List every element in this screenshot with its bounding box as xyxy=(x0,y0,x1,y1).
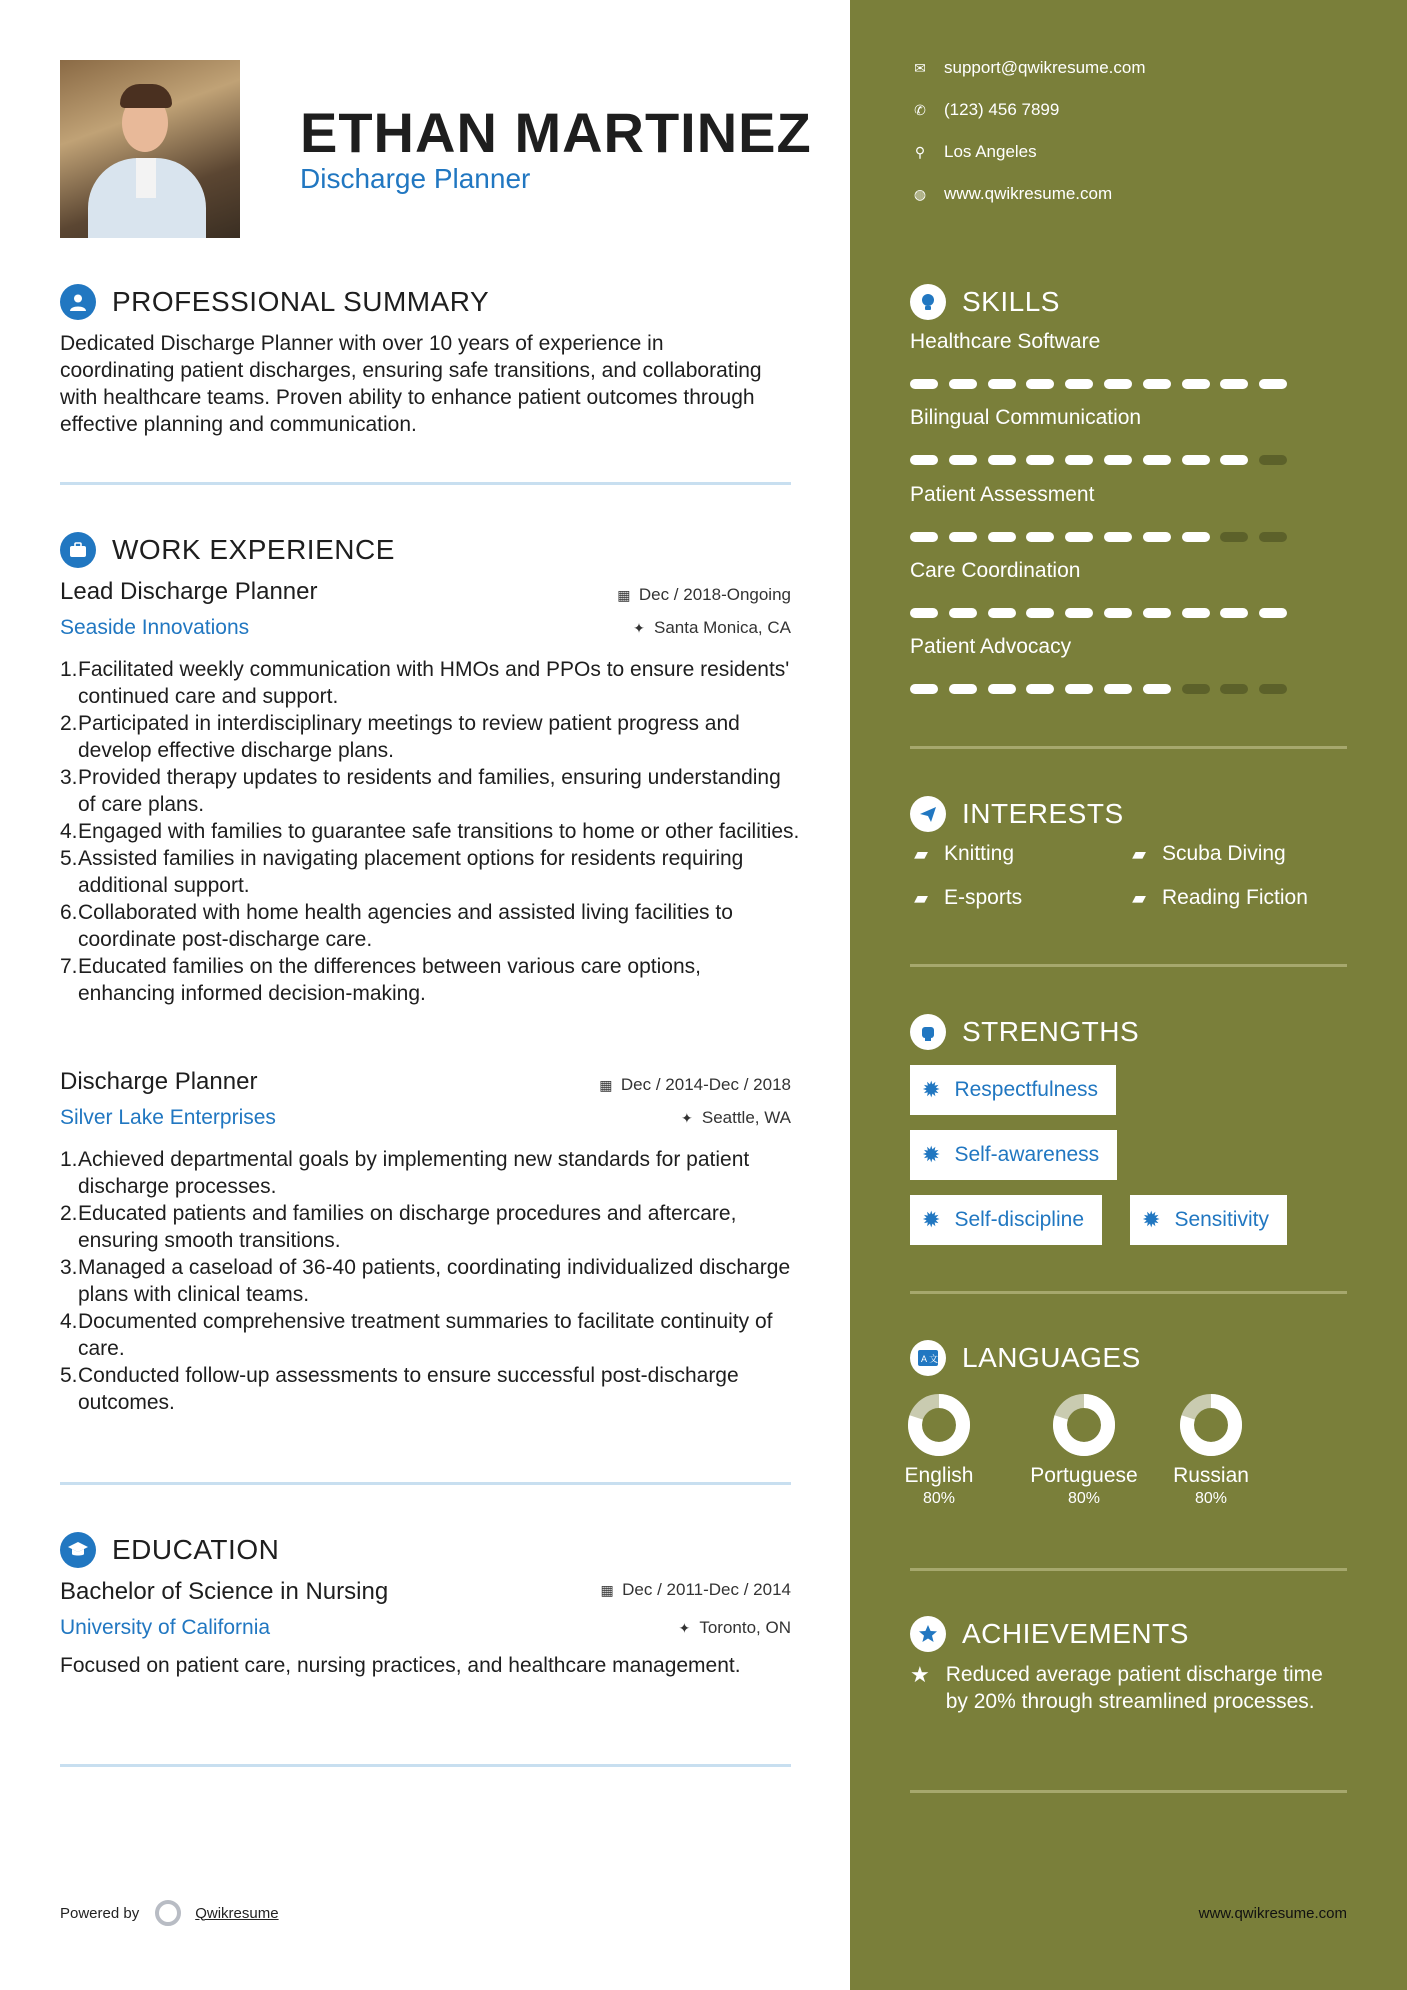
language-proficiency-ring xyxy=(1178,1392,1244,1458)
powered-by xyxy=(60,1900,279,1926)
skill-name: Bilingual Communication xyxy=(910,406,1142,429)
achievements-heading xyxy=(910,1614,1189,1654)
skill-level-segment xyxy=(1220,684,1248,694)
skills-heading xyxy=(910,282,1060,322)
strength-label: Respectfulness xyxy=(954,1078,1099,1101)
skill-level-bar xyxy=(910,608,1290,618)
list-number: 1. xyxy=(60,1148,78,1171)
skill-level-segment xyxy=(910,608,938,618)
language-item xyxy=(1019,1392,1149,1508)
calendar-icon: ▦ xyxy=(599,1077,613,1093)
strength-label: Self-discipline xyxy=(954,1208,1084,1231)
pin-icon: ✦ xyxy=(678,1620,691,1636)
skill-level-segment xyxy=(988,532,1016,542)
skill-level-bar xyxy=(910,684,1290,694)
skill-level-segment xyxy=(1026,455,1054,465)
language-percent: 80% xyxy=(922,1490,956,1507)
list-text: Collaborated with home health agencies and assisted living facilities to coordinate post-discharge care. xyxy=(78,901,733,951)
skill-level-segment xyxy=(1065,684,1093,694)
list-item xyxy=(60,899,800,953)
fist-icon xyxy=(910,1014,946,1050)
star-bullet-icon: ★ xyxy=(910,1662,930,1687)
sidebar xyxy=(850,0,1407,1990)
strength-label: Self-awareness xyxy=(954,1143,1100,1166)
job-company: Seaside Innovations xyxy=(60,616,250,639)
globe-icon: ◍ xyxy=(913,185,927,202)
contact-email-text: support@qwikresume.com xyxy=(944,58,1146,77)
list-item xyxy=(60,845,800,899)
skill-level-segment xyxy=(1259,455,1287,465)
book-icon: ▰ xyxy=(1132,887,1146,908)
interest-item xyxy=(1128,886,1308,910)
contact-website-text: www.qwikresume.com xyxy=(944,184,1113,203)
list-item xyxy=(60,1200,800,1254)
envelope-icon: ✉ xyxy=(914,59,926,76)
skill-level-segment xyxy=(910,684,938,694)
svg-text:文: 文 xyxy=(929,1354,938,1364)
strength-badge xyxy=(910,1130,1117,1180)
strengths-heading xyxy=(910,1012,1139,1052)
skill-level-segment xyxy=(1259,608,1287,618)
pin-icon: ✦ xyxy=(633,620,645,636)
skill-level-segment xyxy=(1182,608,1210,618)
job-bullets xyxy=(60,656,800,1007)
list-text: Managed a caseload of 36-40 patients, coordinating individualized discharge plans with clinical teams. xyxy=(78,1256,791,1306)
language-name: Russian xyxy=(1173,1464,1249,1487)
contact-email[interactable] xyxy=(910,58,1146,78)
contact-phone-text: (123) 456 7899 xyxy=(944,100,1060,119)
skill-level-segment xyxy=(988,684,1016,694)
list-text: Conducted follow-up assessments to ensure successful post-discharge outcomes. xyxy=(78,1364,739,1414)
calendar-icon: ▦ xyxy=(600,1582,614,1598)
list-text: Educated families on the differences between various care options, enhancing informed decision-making. xyxy=(78,955,701,1005)
section-divider xyxy=(60,482,791,485)
achievement-text: Reduced average patient discharge time by 20% through streamlined processes. xyxy=(945,1663,1323,1713)
pin-icon: ✦ xyxy=(680,1110,693,1126)
interest-item xyxy=(910,886,1022,910)
badge-icon: ✹ xyxy=(1142,1207,1161,1232)
list-number: 3. xyxy=(60,766,78,789)
education-description: Focused on patient care, nursing practices, and healthcare management. xyxy=(60,1654,741,1677)
skill-level-segment xyxy=(988,379,1016,389)
briefcase-icon xyxy=(60,532,96,568)
list-number: 6. xyxy=(60,901,78,924)
job-dates xyxy=(615,585,791,605)
education-location-text: Toronto, ON xyxy=(699,1618,791,1637)
sidebar-divider xyxy=(910,746,1347,749)
qwikresume-logo-icon xyxy=(155,1900,181,1926)
list-item xyxy=(60,953,800,1007)
skill-level-segment xyxy=(1143,379,1171,389)
summary-title: PROFESSIONAL SUMMARY xyxy=(112,286,490,317)
skill-level-segment xyxy=(949,532,977,542)
sidebar-divider xyxy=(910,1790,1347,1793)
skill-level-segment xyxy=(1259,532,1287,542)
summary-heading xyxy=(60,282,489,322)
list-number: 1. xyxy=(60,658,78,681)
skill-level-segment xyxy=(949,684,977,694)
experience-title: WORK EXPERIENCE xyxy=(112,534,395,565)
skill-level-segment xyxy=(1182,379,1210,389)
strength-badge xyxy=(910,1195,1102,1245)
list-text: Provided therapy updates to residents and families, ensuring understanding of care plans. xyxy=(78,766,781,816)
svg-text:A: A xyxy=(921,1354,928,1364)
education-title: EDUCATION xyxy=(112,1534,280,1565)
job-company: Silver Lake Enterprises xyxy=(60,1106,276,1129)
skill-level-segment xyxy=(910,379,938,389)
list-number: 2. xyxy=(60,1202,78,1225)
language-percent: 80% xyxy=(1194,1490,1228,1507)
star-icon xyxy=(910,1616,946,1652)
calendar-icon: ▦ xyxy=(617,587,631,603)
powered-by-label: Powered by xyxy=(60,1904,140,1922)
skill-level-bar xyxy=(910,455,1290,465)
strength-label: Sensitivity xyxy=(1174,1208,1269,1231)
skill-level-segment xyxy=(1104,455,1132,465)
list-number: 3. xyxy=(60,1256,78,1279)
skill-level-segment xyxy=(1220,608,1248,618)
interest-label: Knitting xyxy=(944,842,1015,865)
job-dates xyxy=(597,1075,791,1095)
interests-heading xyxy=(910,794,1124,834)
profile-photo xyxy=(60,60,240,238)
section-divider xyxy=(60,1764,791,1767)
strength-badge xyxy=(910,1065,1116,1115)
section-divider xyxy=(60,1482,791,1485)
photo-hair xyxy=(120,84,172,108)
education-dates-text: Dec / 2011-Dec / 2014 xyxy=(622,1580,791,1599)
job-title: Discharge Planner xyxy=(60,1068,258,1095)
skill-level-segment xyxy=(988,455,1016,465)
strengths-title: STRENGTHS xyxy=(962,1016,1140,1047)
photo-shirt xyxy=(136,158,156,198)
education-location xyxy=(675,1618,791,1638)
job-location xyxy=(678,1108,791,1128)
interest-item xyxy=(910,842,1014,866)
education-dates xyxy=(598,1580,791,1600)
languages-heading xyxy=(910,1338,1141,1378)
interest-item xyxy=(1128,842,1286,866)
language-percent: 80% xyxy=(1067,1490,1101,1507)
candidate-role: Discharge Planner xyxy=(300,163,531,194)
user-icon xyxy=(60,284,96,320)
job-location xyxy=(630,618,791,638)
list-item xyxy=(60,656,800,710)
skill-level-segment xyxy=(1104,532,1132,542)
candidate-name: ETHAN MARTINEZ xyxy=(300,101,812,164)
skill-name: Healthcare Software xyxy=(910,330,1101,353)
map-pin-icon: ⚲ xyxy=(914,143,926,160)
contact-location xyxy=(910,142,1037,162)
strength-badge xyxy=(1130,1195,1287,1245)
book-icon: ▰ xyxy=(914,887,928,908)
skill-level-segment xyxy=(1026,684,1054,694)
job-bullets xyxy=(60,1146,800,1416)
graduation-cap-icon xyxy=(60,1532,96,1568)
list-item xyxy=(60,1254,800,1308)
sidebar-divider xyxy=(910,964,1347,967)
badge-icon: ✹ xyxy=(922,1077,941,1102)
interests-title: INTERESTS xyxy=(962,798,1124,829)
translate-icon xyxy=(910,1340,946,1376)
list-text: Educated patients and families on discharge procedures and aftercare, ensuring smooth transitions. xyxy=(78,1202,737,1252)
book-icon: ▰ xyxy=(1132,843,1146,864)
skill-level-segment xyxy=(1182,532,1210,542)
degree-title: Bachelor of Science in Nursing xyxy=(60,1578,389,1605)
footer-website[interactable]: www.qwikresume.com xyxy=(1198,1905,1347,1922)
skill-level-segment xyxy=(1143,684,1171,694)
list-number: 7. xyxy=(60,955,78,978)
skill-name: Patient Advocacy xyxy=(910,635,1072,658)
lightbulb-icon xyxy=(910,284,946,320)
skill-level-segment xyxy=(1065,532,1093,542)
experience-heading xyxy=(60,530,395,570)
phone-icon: ✆ xyxy=(914,101,926,118)
list-number: 2. xyxy=(60,712,78,735)
list-number: 5. xyxy=(60,1364,78,1387)
job-location-text: Seattle, WA xyxy=(701,1108,791,1127)
list-text: Engaged with families to guarantee safe transitions to home or other facilities. xyxy=(78,820,800,843)
paper-plane-icon xyxy=(910,796,946,832)
badge-icon: ✹ xyxy=(922,1207,941,1232)
list-item xyxy=(60,710,800,764)
skill-level-segment xyxy=(1259,684,1287,694)
list-item xyxy=(60,818,800,845)
skill-level-segment xyxy=(1104,379,1132,389)
skill-level-segment xyxy=(1065,608,1093,618)
contact-location-text: Los Angeles xyxy=(944,142,1037,161)
brand-link[interactable]: Qwikresume xyxy=(195,1904,279,1922)
languages-title: LANGUAGES xyxy=(962,1342,1141,1373)
skill-level-segment xyxy=(910,455,938,465)
skill-level-bar xyxy=(910,379,1290,389)
job-dates-text: Dec / 2018-Ongoing xyxy=(638,585,791,604)
language-item xyxy=(1146,1392,1276,1508)
list-text: Assisted families in navigating placement options for residents requiring additional support. xyxy=(78,847,744,897)
skill-level-segment xyxy=(949,379,977,389)
list-text: Participated in interdisciplinary meetings to review patient progress and develop effective discharge plans. xyxy=(78,712,740,762)
list-text: Facilitated weekly communication with HMOs and PPOs to ensure residents' continued care and support. xyxy=(78,658,790,708)
education-heading xyxy=(60,1530,279,1570)
job-title: Lead Discharge Planner xyxy=(60,578,318,605)
skill-level-segment xyxy=(949,455,977,465)
contact-phone[interactable] xyxy=(910,100,1059,120)
skill-level-segment xyxy=(1143,608,1171,618)
list-item xyxy=(60,764,800,818)
skill-name: Care Coordination xyxy=(910,559,1081,582)
language-name: Portuguese xyxy=(1030,1464,1138,1487)
sidebar-divider xyxy=(910,1291,1347,1294)
contact-website[interactable] xyxy=(910,184,1112,204)
skill-level-segment xyxy=(1026,532,1054,542)
school-name: University of California xyxy=(60,1616,271,1639)
skill-level-segment xyxy=(1143,532,1171,542)
list-number: 4. xyxy=(60,820,78,843)
achievements-title: ACHIEVEMENTS xyxy=(962,1618,1189,1649)
interest-label: Scuba Diving xyxy=(1162,842,1286,865)
job-dates-text: Dec / 2014-Dec / 2018 xyxy=(620,1075,791,1094)
language-proficiency-ring xyxy=(1051,1392,1117,1458)
achievement-item xyxy=(910,1661,1340,1715)
skill-level-segment xyxy=(1026,379,1054,389)
job-location-text: Santa Monica, CA xyxy=(653,618,791,637)
language-proficiency-ring xyxy=(906,1392,972,1458)
list-item xyxy=(60,1362,800,1416)
skill-level-segment xyxy=(1104,608,1132,618)
skill-level-segment xyxy=(1143,455,1171,465)
list-number: 5. xyxy=(60,847,78,870)
book-icon: ▰ xyxy=(914,843,928,864)
skill-level-segment xyxy=(910,532,938,542)
skill-level-segment xyxy=(1026,608,1054,618)
list-item xyxy=(60,1308,800,1362)
skill-level-bar xyxy=(910,532,1290,542)
skills-title: SKILLS xyxy=(962,286,1060,317)
sidebar-divider xyxy=(910,1568,1347,1571)
badge-icon: ✹ xyxy=(922,1142,941,1167)
skill-level-segment xyxy=(1104,684,1132,694)
list-number: 4. xyxy=(60,1310,78,1333)
skill-name: Patient Assessment xyxy=(910,483,1095,506)
list-text: Achieved departmental goals by implementing new standards for patient discharge processes. xyxy=(78,1148,750,1198)
interest-label: Reading Fiction xyxy=(1162,886,1308,909)
skill-level-segment xyxy=(1065,379,1093,389)
list-item xyxy=(60,1146,800,1200)
skill-level-segment xyxy=(1182,684,1210,694)
skill-level-segment xyxy=(1220,455,1248,465)
skill-level-segment xyxy=(949,608,977,618)
list-text: Documented comprehensive treatment summaries to facilitate continuity of care. xyxy=(78,1310,773,1360)
summary-text: Dedicated Discharge Planner with over 10 years of experience in coordinating patient discharges, ensuring safe transitions, and collaborating with healthcare teams. Proven ability to enhance patient outcomes through effective planning and communication. xyxy=(60,332,762,436)
language-item xyxy=(874,1392,1004,1508)
skill-level-segment xyxy=(1182,455,1210,465)
skill-level-segment xyxy=(1065,455,1093,465)
skill-level-segment xyxy=(988,608,1016,618)
interest-label: E-sports xyxy=(944,886,1023,909)
skill-level-segment xyxy=(1220,379,1248,389)
skill-level-segment xyxy=(1259,379,1287,389)
skill-level-segment xyxy=(1220,532,1248,542)
language-name: English xyxy=(904,1464,974,1487)
